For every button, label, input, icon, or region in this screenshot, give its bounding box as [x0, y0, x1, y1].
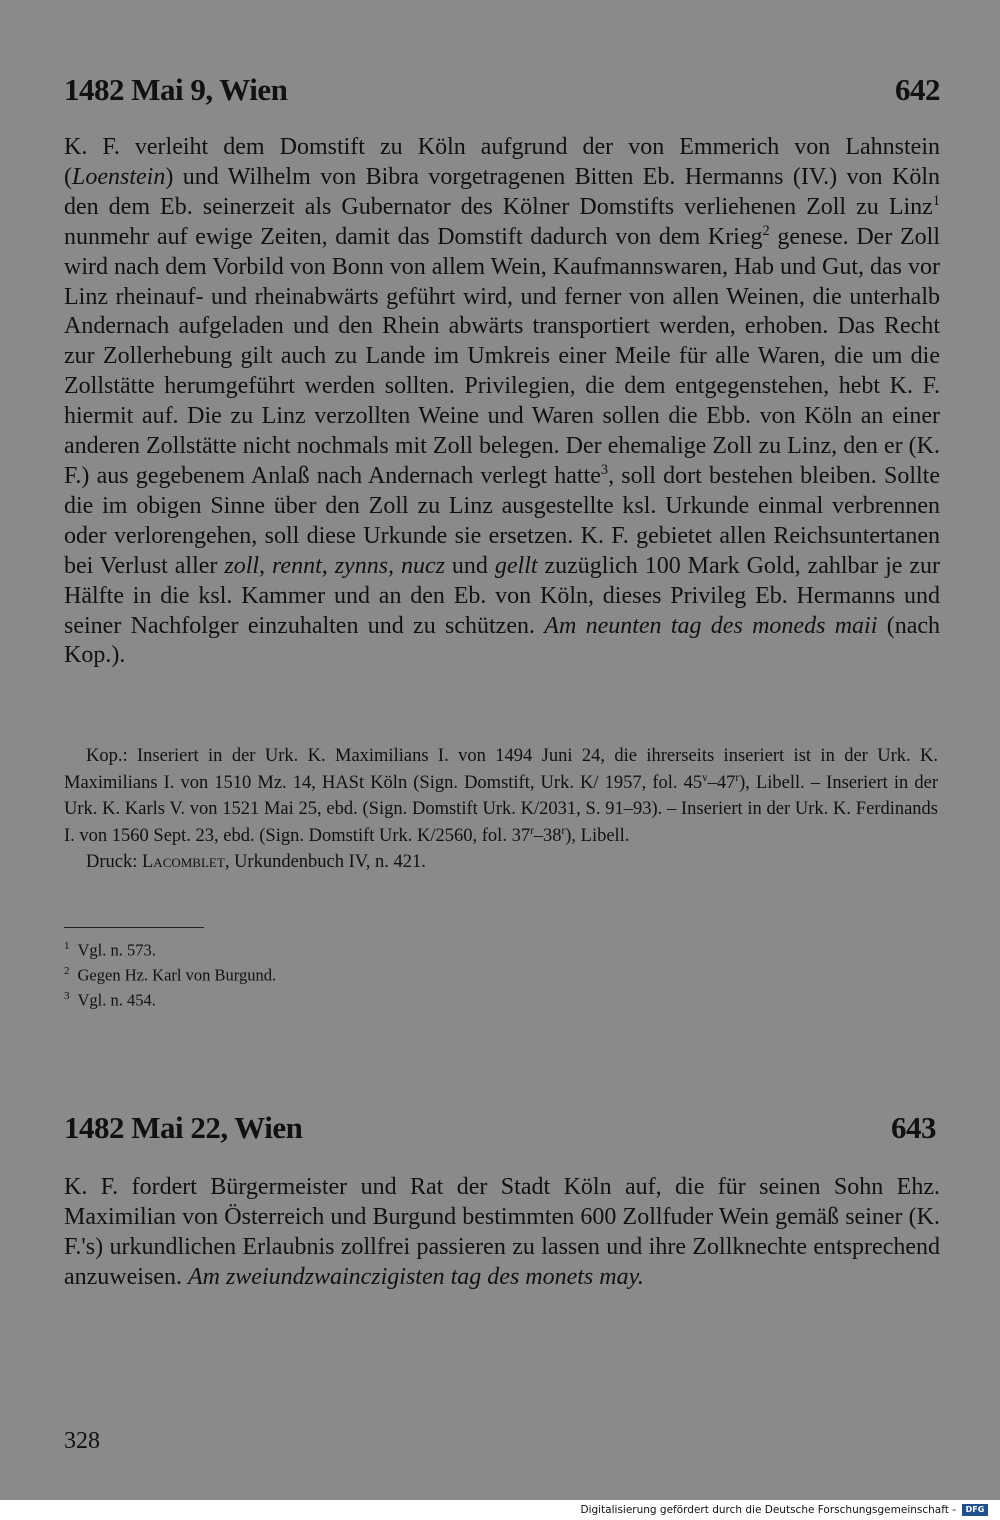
page-number: 328: [64, 1428, 100, 1454]
footnote: $^3$ Vgl. n. 454.: [64, 990, 156, 1010]
funding-notice: Digitalisierung gefördert durch die Deutsche Forschungsgemeinschaft -: [580, 1504, 956, 1516]
copy-note: Kop.: Inseriert in der Urk. K. Maximilians I. von 1494 Juni 24, die ihrerseits inseriert ist in der Urk. K. Maximilians I. von 1510 Mz. 14, HASt Köln (Sign. Domstift, Urk. K/ 1957, fol. 45$^v$–47$^r$), Libell. – Inseriert in der Urk. K. Karls V. von 1521 Mai 25, ebd. (Sign. Domstift Urk. K/2031, S. 91–93). – Inseriert in der Urk. K. Ferdinands I. von 1560 Sept. 23, ebd. (Sign. Domstift Urk. K/2560, fol. 37$^r$–38$^r$), Libell.: [64, 746, 938, 846]
entry-date: 1482 Mai 22, Wien: [64, 1110, 303, 1145]
footnote: $^1$ Vgl. n. 573.: [64, 940, 156, 960]
regest-text: [64, 133, 940, 671]
source-notes: [64, 743, 938, 876]
entry-heading: [64, 72, 940, 108]
footnote-rule: [64, 927, 204, 928]
footer-bar: [0, 1500, 1000, 1520]
entry-heading: [64, 1110, 936, 1146]
print-note: Druck: Lacomblet, Urkundenbuch IV, n. 421.: [86, 852, 426, 872]
regest-paragraph: K. F. fordert Bürgermeister und Rat der Stadt Köln auf, die für seinen Sohn Ehz. Maximilian von Österreich und Burgund bestimmten 600 Zollfuder Wein gemäß seiner (K. F.'s) urkundlichen Erlaubnis zollfrei passieren zu lassen und ihre Zollknechte entsprechend anzuweisen. Am zweiundzwainczigisten tag des monets may.: [64, 1174, 940, 1290]
entry-date: 1482 Mai 9, Wien: [64, 72, 288, 107]
dfg-logo: DFG: [962, 1504, 988, 1516]
regest-text: [64, 1173, 940, 1293]
footnotes: [64, 936, 276, 1011]
entry-number: 642: [895, 72, 940, 107]
entry-number: 643: [891, 1110, 936, 1145]
regest-paragraph: K. F. verleiht dem Domstift zu Köln aufgrund der von Emmerich von Lahnstein (Loenstein) und Wilhelm von Bibra vorgetragenen Bitten Eb. Hermanns (IV.) von Köln den dem Eb. seinerzeit als Gubernator des Kölner Domstifts verliehenen Zoll zu Linz$^1$ nunmehr auf ewige Zeiten, damit das Domstift dadurch von dem Krieg$^2$ genese. Der Zoll wird nach dem Vorbild von Bonn von allem Wein, Kaufmannswaren, Hab und Gut, das vor Linz rheinauf- und rheinabwärts geführt wird, und ferner von allen Weinen, die unterhalb Andernach aufgeladen und den Rhein abwärts transportiert werden, erhoben. Das Recht zur Zollerhebung gilt auch zu Lande im Umkreis einer Meile für alle Waren, die um die Zollstätte herumgeführt werden sollten. Privilegien, die dem entgegenstehen, hebt K. F. hiermit auf. Die zu Linz verzollten Weine und Waren sollen die Ebb. von Köln an einer anderen Zollstätte nicht nochmals mit Zoll belegen. Der ehemalige Zoll zu Linz, den er (K. F.) aus gegebenem Anlaß nach Andernach verlegt hatte$^3$, soll dort bestehen bleiben. Sollte die im obigen Sinne über den Zoll zu Linz ausgestellte ksl. Urkunde einmal verbrennen oder verlorengehen, soll diese Urkunde sie ersetzen. K. F. gebietet allen Reichsuntertanen bei Verlust aller zoll, rennt, zynns, nucz und gellt zuzüglich 100 Mark Gold, zahlbar je zur Hälfte in die ksl. Kammer und an den Eb. von Köln, dieses Privileg Eb. Hermanns und seiner Nachfolger einzuhalten und zu schützen. Am neunten tag des moneds maii (nach Kop.).: [64, 134, 941, 669]
footnote: $^2$ Gegen Hz. Karl von Burgund.: [64, 965, 277, 985]
